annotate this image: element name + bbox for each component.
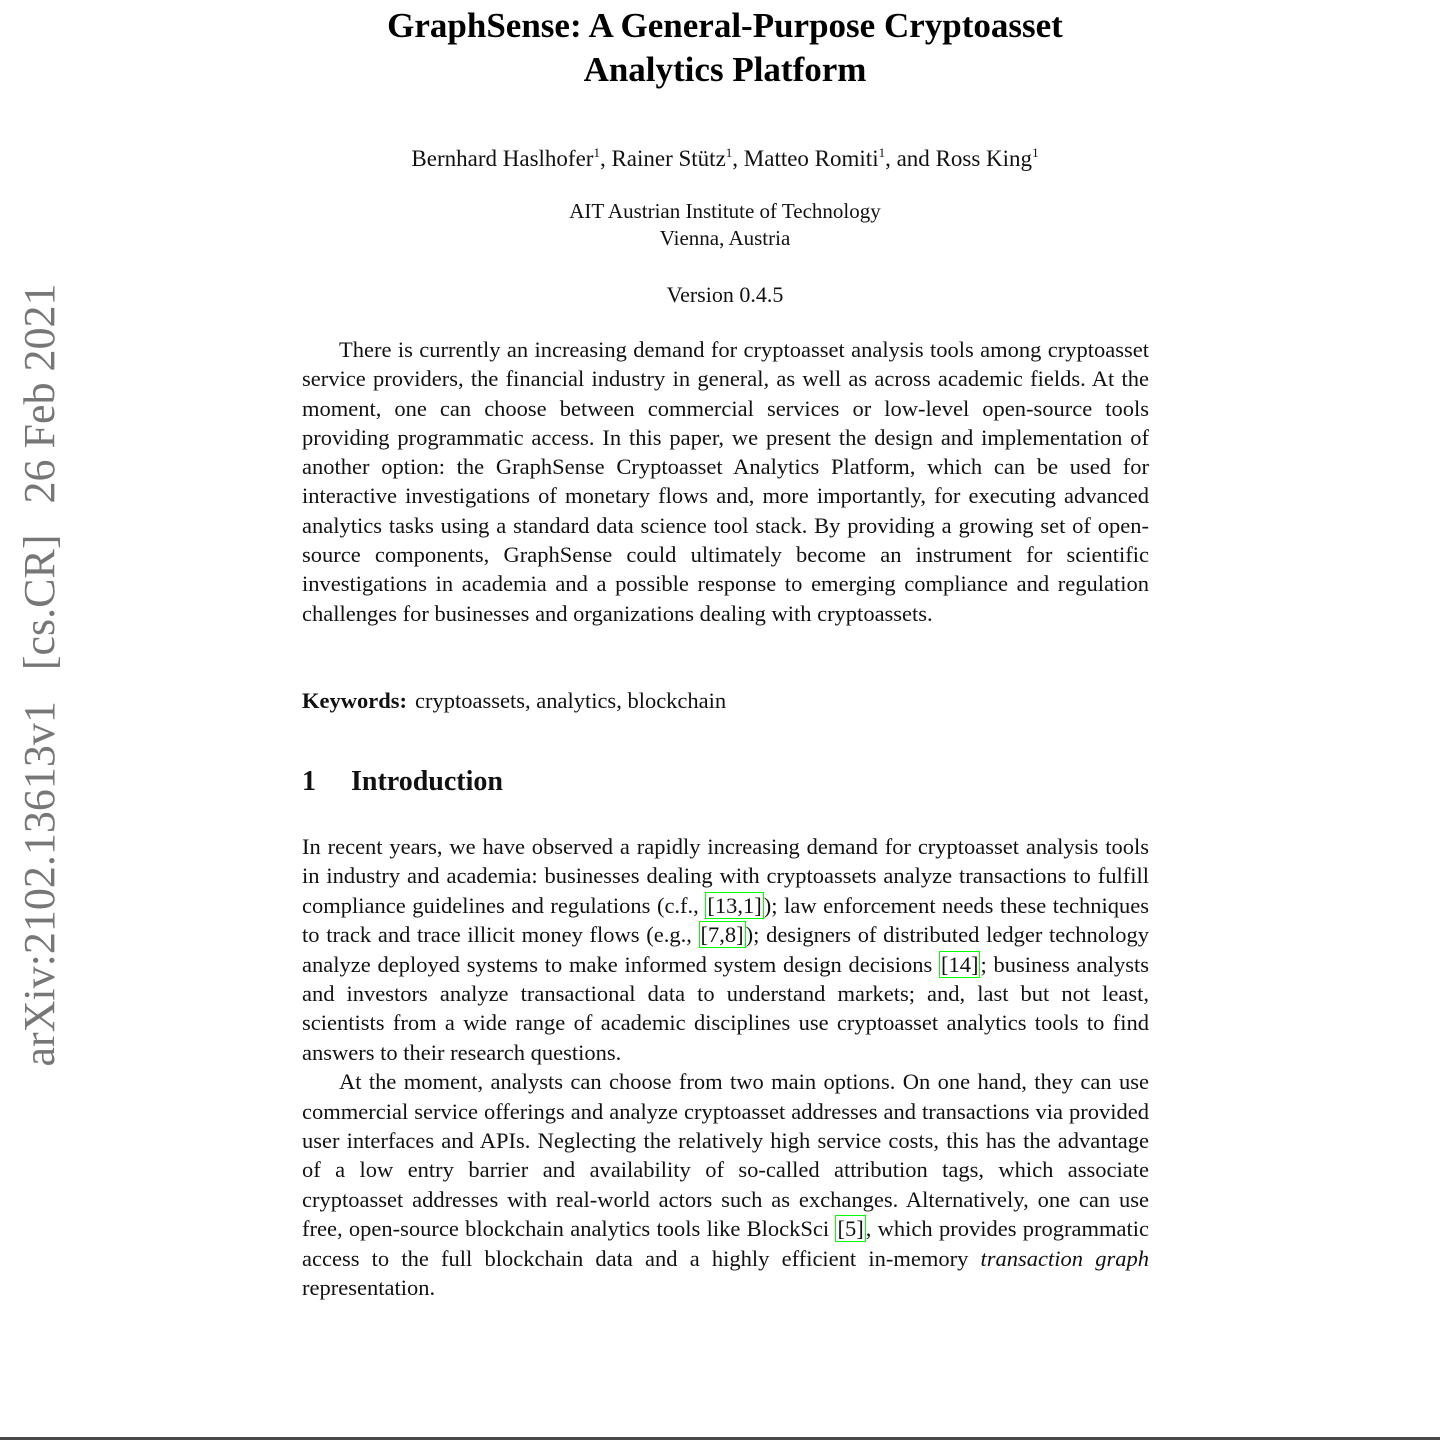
paper-title-line-1: GraphSense: A General-Purpose Cryptoasset	[387, 6, 1063, 45]
author-affiliation-mark: 1	[593, 145, 600, 160]
citation-number[interactable]: 7	[708, 922, 720, 948]
paragraph-text: representation.	[302, 1275, 436, 1301]
section-heading	[302, 764, 1149, 800]
author-separator: ,	[599, 146, 612, 171]
affiliation-location: Vienna, Austria	[659, 226, 791, 250]
keywords-value: cryptoassets, analytics, blockchain	[415, 688, 727, 713]
author-affiliation-mark: 1	[1032, 145, 1039, 160]
author-separator: , and	[885, 146, 936, 171]
abstract: There is currently an increasing demand for cryptoasset analysis tools among cryptoasset service providers, the financial industry in general, as well as across academic fields. At the moment, one can choose between commercial services or low-level open-source tools providing programmatic access. In this paper, we present the design and implementation of another option: the GraphSense Cryptoasset Analytics Platform, which can be used for interactive investigations of monetary flows and, more importantly, for executing advanced analytics tasks using a standard data science tool stack. By providing a growing set of open-source components, GraphSense could ultimately become an instrument for scientific investigations in academia and a possible response to emerging compliance and regulation challenges for businesses and organizations dealing with cryptoassets.	[302, 337, 1149, 626]
citation-link[interactable]: [13,1]	[707, 892, 762, 918]
author-affiliation-mark: 1	[725, 145, 733, 160]
arxiv-category: [cs.CR]	[15, 534, 64, 671]
paragraph-text: ; business analysts and investors analyze transactional data to understand markets; and, last but not least, scientists from a wide range of academic disciplines use cryptoasset analytics tools to find answers to their research questions.	[302, 951, 1149, 1065]
author-separator: ,	[732, 146, 744, 171]
author-name: Matteo Romiti	[743, 146, 879, 171]
author-list	[300, 144, 1150, 174]
version-label: Version 0.4.5	[666, 282, 784, 307]
paragraph-text: ); law enforcement needs these techniques to track and trace illicit money flows (e.g.,	[302, 892, 1149, 948]
citation-link[interactable]: [5]	[837, 1216, 864, 1242]
citation-number[interactable]: 14	[948, 951, 971, 977]
intro-paragraph-2	[302, 1067, 1149, 1302]
citation-separator: ,	[719, 922, 725, 948]
citation-separator: ,	[737, 892, 744, 918]
citation-link[interactable]: [7,8]	[700, 922, 744, 948]
citation-number[interactable]: 5	[844, 1216, 857, 1242]
arxiv-stamp	[15, 245, 64, 1105]
citation-number[interactable]: 1	[743, 892, 755, 918]
intro-paragraph-1	[302, 832, 1149, 1067]
section-number: 1	[302, 766, 316, 797]
introduction-body	[302, 832, 1149, 1303]
paper-title	[300, 4, 1150, 92]
keywords	[302, 686, 1149, 716]
citation-number[interactable]: 13	[714, 892, 738, 918]
section-title: Introduction	[351, 766, 503, 797]
paper-title-line-2: Analytics Platform	[583, 50, 867, 89]
arxiv-id[interactable]: arXiv:2102.13613v1	[15, 701, 64, 1067]
citation-number[interactable]: 8	[724, 922, 737, 948]
author-name: Rainer Stütz	[611, 146, 726, 171]
keywords-label: Keywords:	[302, 688, 407, 713]
author-name: Bernhard Haslhofer	[411, 146, 594, 171]
paragraph-text: In recent years, we have observed a rapidly increasing demand for cryptoasset analysis tools in industry and academia: businesses dealing with cryptoassets analyze transactions to fulfill compliance guidelines and regulations (c.f.,	[302, 834, 1149, 918]
affiliation-institution: AIT Austrian Institute of Technology	[569, 199, 881, 223]
paragraph-text: At the moment, analysts can choose from two main options. On one hand, they can use commercial service offerings and analyze cryptoasset addresses and transactions via provided user interfaces and APIs. Neglecting the relatively high service costs, this has the advantage of a low entry barrier and availability of so-called attribution tags, which associate cryptoasset addresses with real-world actors such as exchanges. Alternatively, one can use free, open-source blockchain analytics tools like BlockSci	[302, 1069, 1149, 1242]
paragraph-text: ); designers of distributed ledger technology analyze deployed systems to make informed system design decisions	[302, 922, 1149, 977]
author-affiliation-mark: 1	[878, 145, 886, 160]
emphasis-text: transaction graph	[980, 1245, 1150, 1271]
paragraph-text: , which provides programmatic access to the full blockchain data and a highly efficient in-memory	[302, 1216, 1149, 1271]
arxiv-date: 26 Feb 2021	[15, 283, 64, 504]
affiliation	[300, 198, 1150, 252]
citation-link[interactable]: [14]	[940, 951, 979, 977]
author-name: Ross King	[935, 146, 1033, 171]
